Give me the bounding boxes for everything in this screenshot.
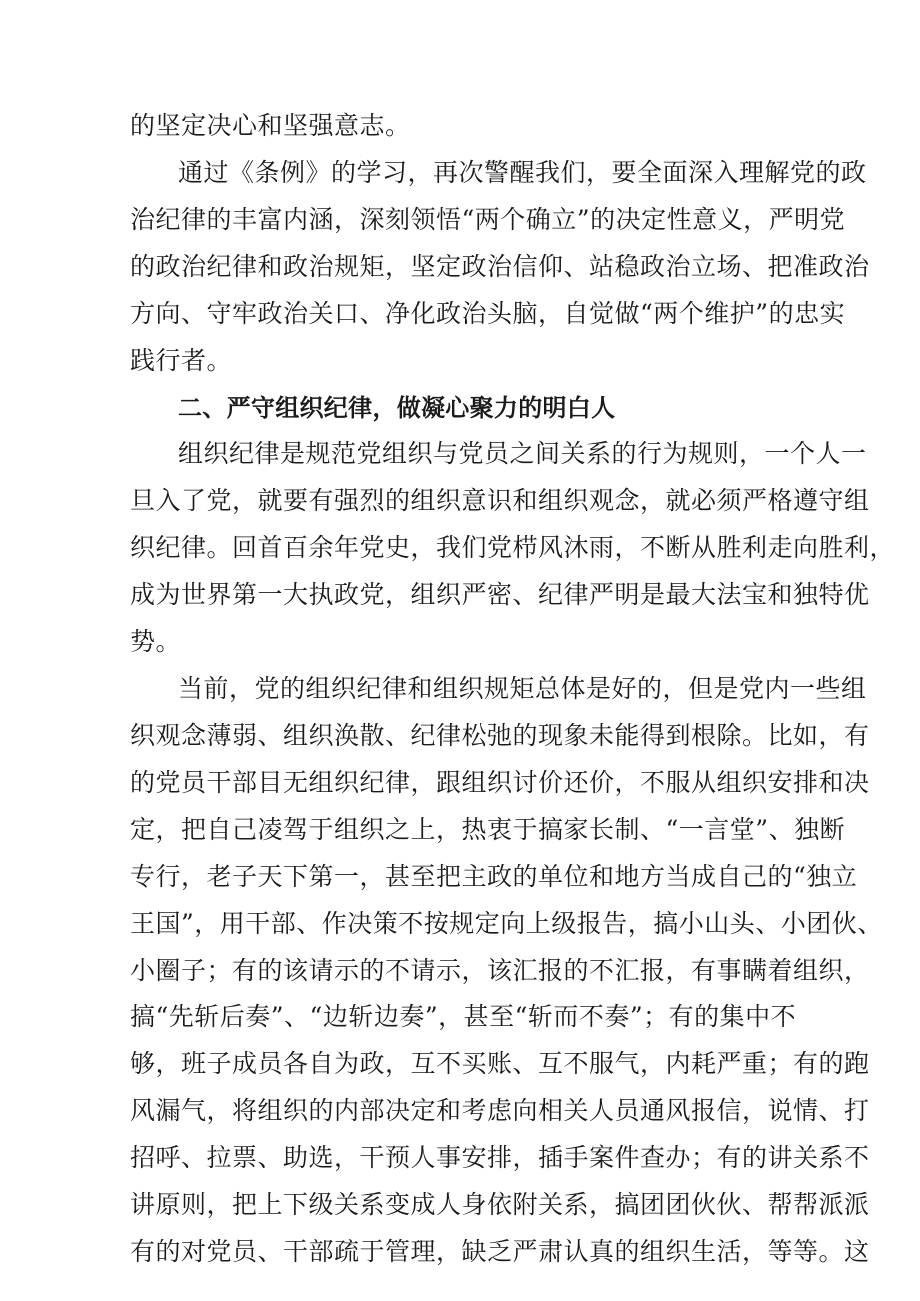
paragraph-first-line: 通过《条例》的学习，再次警醒我们，要全面深入理解党的政: [178, 158, 867, 187]
text-line: 搞“先斩后奏”、“边斩边奏”，甚至“斩而不奏”；有的集中不: [130, 1002, 797, 1031]
text-line: 风漏气，将组织的内部决定和考虑向相关人员通风报信，说情、打: [130, 1096, 870, 1125]
text-line: 织纪律。回首百余年党史，我们党栉风沐雨，不断从胜利走向胜利，: [130, 533, 896, 562]
text-line: 专行，老子天下第一，甚至把主政的单位和地方当成自己的“独立: [130, 862, 858, 891]
text-line: 治纪律的丰富内涵，深刻领悟“两个确立”的决定性意义，严明党: [130, 205, 846, 234]
text-line: 够，班子成员各自为政，互不买账、互不服气，内耗严重；有的跑: [130, 1049, 870, 1078]
paragraph-first-line: 组织纪律是规范党组织与党员之间关系的行为规则，一个人一: [178, 439, 867, 468]
text-line: 定，把自己凌驾于组织之上，热衷于搞家长制、“一言堂”、独断: [130, 815, 846, 844]
text-line: 方向、守牢政治关口、净化政治头脑，自觉做“两个维护”的忠实: [130, 299, 846, 328]
paragraph-first-line: 当前，党的组织纪律和组织规矩总体是好的，但是党内一些组: [178, 674, 867, 703]
text-line: 旦入了党，就要有强烈的组织意识和组织观念，就必须严格遵守组: [130, 486, 870, 515]
text-line: 的党员干部目无组织纪律，跟组织讨价还价，不服从组织安排和决: [130, 768, 870, 797]
text-line: 有的对党员、干部疏于管理，缺乏严肃认真的组织生活，等等。这: [130, 1237, 870, 1266]
text-line: 成为世界第一大执政党，组织严密、纪律严明是最大法宝和独特优: [130, 580, 870, 609]
text-line: 践行者。: [130, 346, 233, 375]
section-heading: 二、严守组织纪律，做凝心聚力的明白人: [178, 394, 616, 422]
text-line: 讲原则，把上下级关系变成人身依附关系，搞团团伙伙、帮帮派派: [130, 1190, 870, 1219]
text-line: 势。: [130, 627, 182, 656]
text-line: 的坚定决心和坚强意志。: [130, 111, 411, 140]
text-line: 王国”，用干部、作决策不按规定向上级报告，搞小山头、小团伙、: [130, 909, 883, 938]
text-line: 的政治纪律和政治规矩，坚定政治信仰、站稳政治立场、把准政治: [130, 252, 870, 281]
text-line: 织观念薄弱、组织涣散、纪律松弛的现象未能得到根除。比如，有: [130, 721, 870, 750]
text-line: 小圈子；有的该请示的不请示，该汇报的不汇报，有事瞒着组织，: [130, 956, 870, 985]
text-line: 招呼、拉票、助选，干预人事安排，插手案件查办；有的讲关系不: [130, 1143, 870, 1172]
